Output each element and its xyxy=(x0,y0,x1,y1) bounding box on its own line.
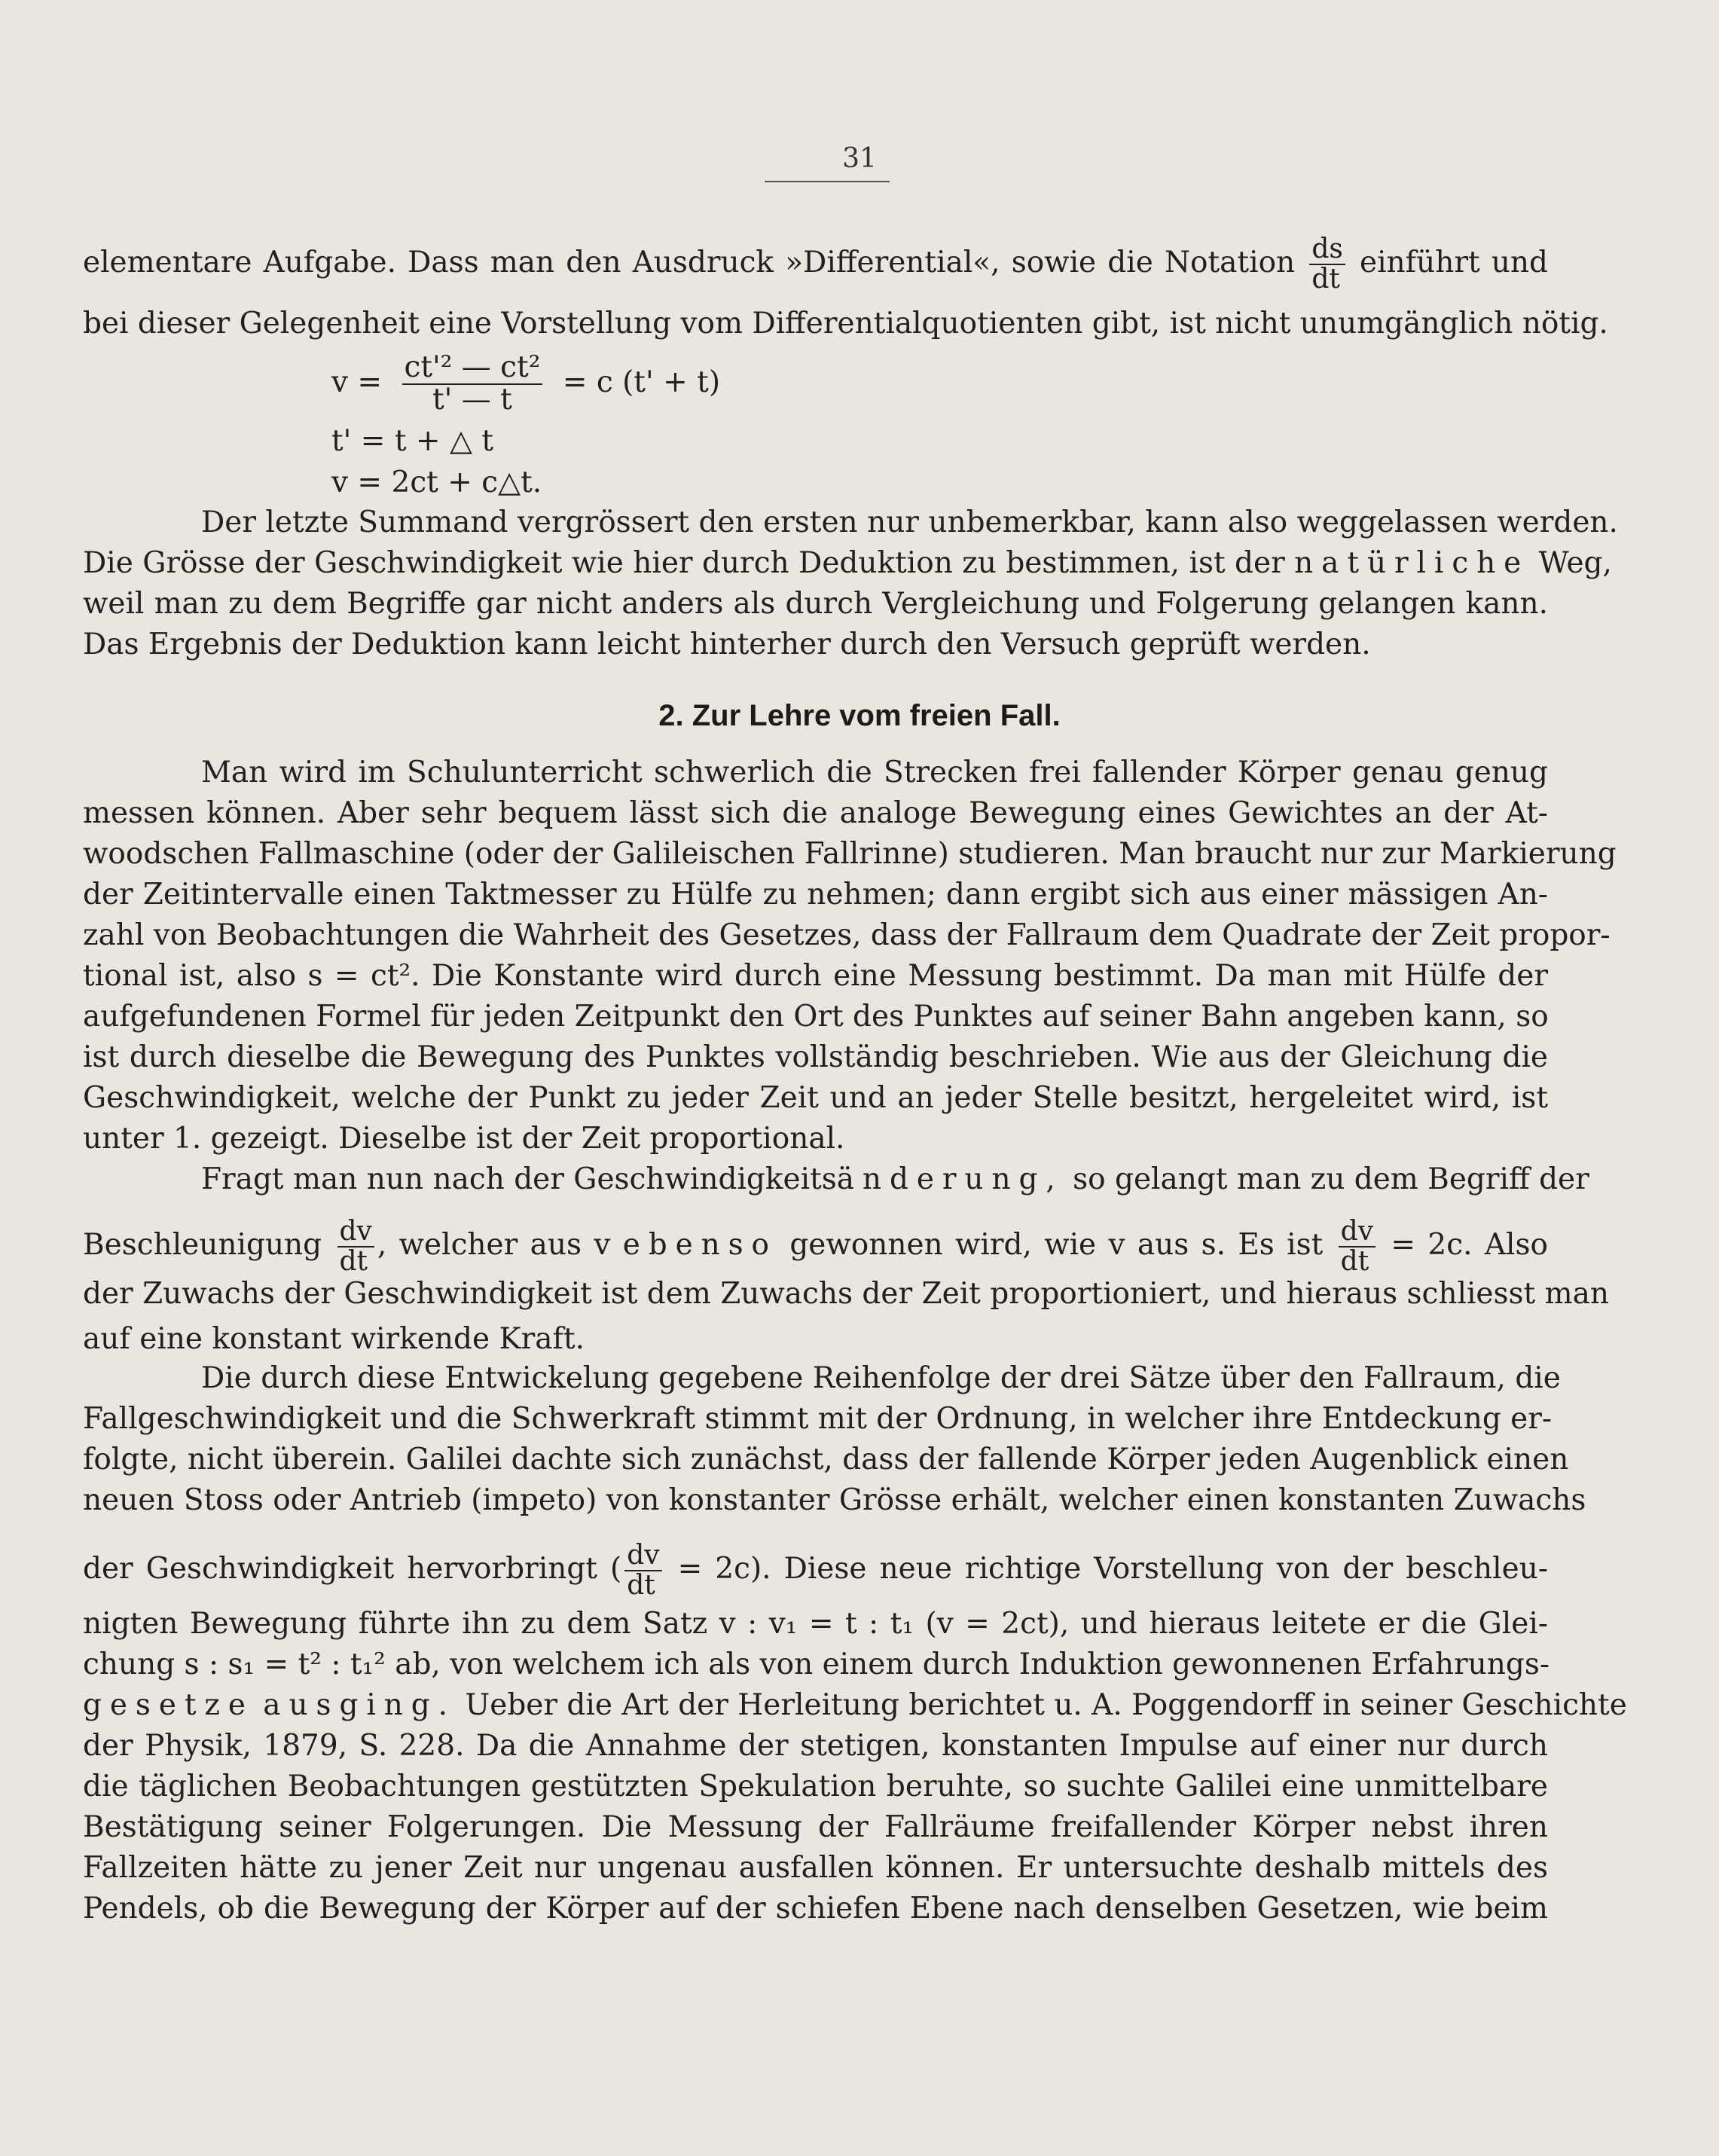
ds-dt-fraction: $\frac{ds}{dt}$ xyxy=(1309,235,1345,294)
text-line: zahl von Beobachtungen die Wahrheit des Gesetzes, dass der Fallraum dem Quadrate der Zeit propor- xyxy=(83,918,1611,952)
text-line: die täglichen Beobachtungen gestützten Spekulation beruhte, so suchte Galilei eine unmittelbare xyxy=(83,1770,1548,1803)
text-line: Fallgeschwindigkeit und die Schwerkraft stimmt mit der Ordnung, in welcher ihre Entdeckung er- xyxy=(83,1402,1553,1436)
text-line: bei dieser Gelegenheit eine Vorstellung vom Differentialquotienten gibt, ist nicht unumgänglich nötig. xyxy=(83,307,1608,341)
text-line: Beschleunigung $\frac{dv}{dt}$ , welcher aus v ebenso gewonnen wird, wie v aus s. Es ist $\frac{dv}{dt}$ = 2c. Also xyxy=(83,1216,1548,1277)
emphasis-text: ausging. xyxy=(263,1688,456,1722)
text-line: gesetze ausging. Ueber die Art der Herleitung berichtet u. A. Poggendorff in seiner Geschichte xyxy=(83,1688,1627,1722)
emphasis-text: änderung, xyxy=(836,1162,1064,1196)
text-line: auf eine konstant wirkende Kraft. xyxy=(83,1322,585,1356)
text-line: Der letzte Summand vergrössert den ersten nur unbemerkbar, kann also weggelassen werden. xyxy=(201,505,1618,539)
text-line: Man wird im Schulunterricht schwerlich die Strecken frei fallender Körper genau genug xyxy=(201,756,1548,789)
text-line: nigten Bewegung führte ihn zu dem Satz v : v₁ = t : t₁ (v = 2ct), und hieraus leitete er die Glei- xyxy=(83,1607,1548,1641)
text-line: Die Grösse der Geschwindigkeit wie hier durch Deduktion zu bestimmen, ist der natürliche Weg, xyxy=(83,546,1612,580)
text-line: tional ist, also s = ct². Die Konstante wird durch eine Messung bestimmt. Da man mit Hülfe der xyxy=(83,959,1548,993)
text-line: neuen Stoss oder Antrieb (impeto) von konstanter Grösse erhält, welcher einen konstanten Zuwachs xyxy=(83,1483,1586,1517)
emphasis-text: natürliche xyxy=(1294,546,1530,580)
page-number-rule xyxy=(765,181,890,182)
text-line: aufgefundenen Formel für jeden Zeitpunkt den Ort des Punktes auf seiner Bahn angeben kann, so xyxy=(83,1000,1549,1034)
text-line: Das Ergebnis der Deduktion kann leicht hinterher durch den Versuch geprüft werden. xyxy=(83,628,1371,661)
dv-dt-fraction: $\frac{dv}{dt}$ xyxy=(1339,1217,1376,1276)
text-line: Die durch diese Entwickelung gegebene Reihenfolge der drei Sätze über den Fallraum, die xyxy=(201,1361,1561,1395)
text-line: woodschen Fallmaschine (oder der Galileischen Fallrinne) studieren. Man braucht nur zur Markierung xyxy=(83,837,1617,871)
dv-dt-fraction: $\frac{dv}{dt}$ xyxy=(624,1541,661,1600)
text-line: ist durch dieselbe die Bewegung des Punktes vollständig beschrieben. Wie aus der Gleichung die xyxy=(83,1040,1548,1074)
text-line: Bestätigung seiner Folgerungen. Die Messung der Fallräume freifallender Körper nebst ihren xyxy=(83,1810,1548,1844)
section-heading: 2. Zur Lehre vom freien Fall. xyxy=(658,699,1061,732)
text-line: weil man zu dem Begriffe gar nicht anders als durch Vergleichung und Folgerung gelangen kann. xyxy=(83,587,1548,621)
text-line: elementare Aufgabe. Dass man den Ausdruck »Differential«, sowie die Notation $\frac{ds}{dt}$ einführt und xyxy=(83,234,1548,295)
emphasis-text: ebenso xyxy=(622,1227,777,1262)
equation-velocity: v = $\frac{\text{ct'² — ct²}}{t' — t}$ = c (t' + t) xyxy=(331,350,721,417)
text-line: Geschwindigkeit, welche der Punkt zu jeder Zeit und an jeder Stelle besitzt, hergeleitet wird, ist xyxy=(83,1081,1548,1115)
dv-dt-fraction: $\frac{dv}{dt}$ xyxy=(337,1217,374,1276)
text-line: der Geschwindigkeit hervorbringt ( $\frac{dv}{dt}$ = 2c). Diese neue richtige Vorstellung von der beschleu- xyxy=(83,1540,1548,1601)
page-number: 31 xyxy=(842,143,877,174)
text-line: folgte, nicht überein. Galilei dachte sich zunächst, dass der fallende Körper jeden Augenblick einen xyxy=(83,1443,1569,1477)
text-line: der Zeitintervalle einen Taktmesser zu Hülfe zu nehmen; dann ergibt sich aus einer mässigen An- xyxy=(83,878,1548,912)
text-line: Fragt man nun nach der Geschwindigkeitsänderung, so gelangt man zu dem Begriff der xyxy=(201,1162,1589,1196)
emphasis-text: gesetze xyxy=(83,1688,254,1722)
equation-time-increment: t' = t + △ t xyxy=(331,424,494,458)
equation-velocity-result: v = 2ct + c△t. xyxy=(331,466,542,499)
text-line: der Physik, 1879, S. 228. Da die Annahme der stetigen, konstanten Impulse auf einer nur durch xyxy=(83,1729,1548,1763)
text-line: Fallzeiten hätte zu jener Zeit nur ungenau ausfallen können. Er untersuchte deshalb mittels des xyxy=(83,1851,1548,1885)
text-line: messen können. Aber sehr bequem lässt sich die analoge Bewegung eines Gewichtes an der At- xyxy=(83,796,1548,830)
text-line: der Zuwachs der Geschwindigkeit ist dem Zuwachs der Zeit proportioniert, und hieraus schliesst man xyxy=(83,1277,1609,1311)
text-line: unter 1. gezeigt. Dieselbe ist der Zeit proportional. xyxy=(83,1122,845,1156)
text-line: chung s : s₁ = t² : t₁² ab, von welchem ich als von einem durch Induktion gewonnenen Erfahrungs- xyxy=(83,1648,1550,1681)
difference-quotient: $\frac{\text{ct'² — ct²}}{t' — t}$ xyxy=(402,353,543,416)
text-line: Pendels, ob die Bewegung der Körper auf der schiefen Ebene nach denselben Gesetzen, wie beim xyxy=(83,1892,1548,1925)
